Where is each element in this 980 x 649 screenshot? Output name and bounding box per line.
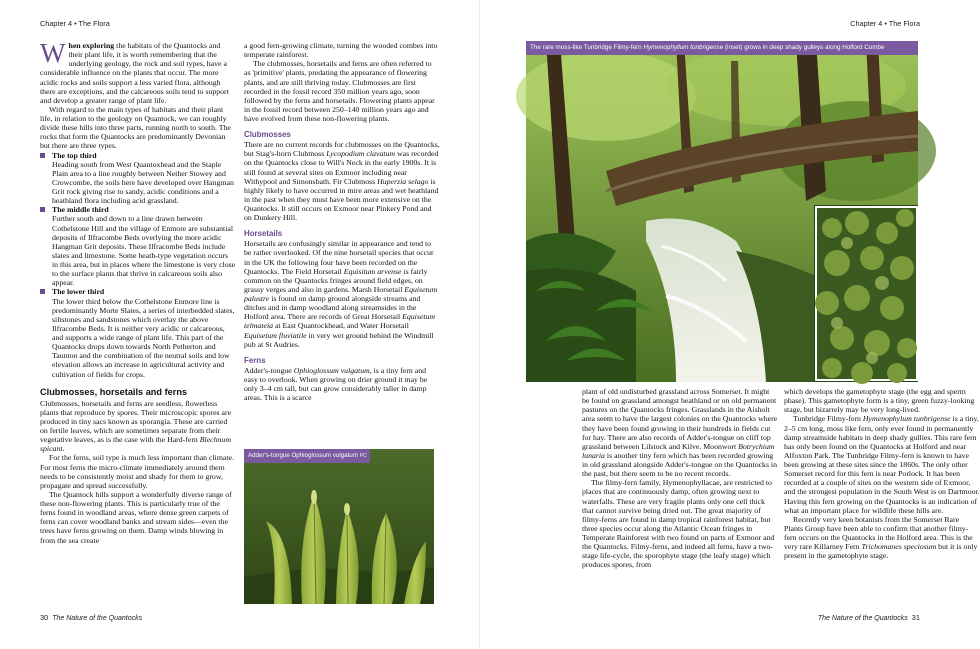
holford-combe-photo — [526, 41, 918, 382]
bullet-text: The lower third below the Cothelstone Enmore line is predominantly Morte Slates, a series of interbedded slates, siltstones and sandstones which overlay the above Ilfracombe Beds. It is neither very acidic or calcareous, and supports a wide range of plant life. This part of the Quantocks drops down towards North Petherton and Taunton and the combination of the neutral soils and low elevation allows an increase in agricultural activity and cultivation of fields for crops. — [52, 296, 235, 379]
species-name: Lycopodium clavatum — [326, 149, 396, 159]
diversity-paragraph: The Quantock hills support a wonderfully diverse range of these non-flowering plants. This is particularly true of the ferns found in woodland areas, where dense green carpets of ferns can cover woodland banks and stream sides—even the trees have ferns growing on them. Damp winds blowing in from the sea create — [40, 489, 232, 545]
species-name: Equisitum arvense — [343, 266, 402, 276]
species-name: Ophioglossum vulgatum — [293, 365, 370, 375]
text-span: There are no current records for clubmosses on the Quantocks, but Stag's-horn Clubmoss — [244, 140, 440, 159]
caption-common-name: Adder's-tongue Ophioglossum vulgatum — [248, 452, 358, 459]
text-span: is another tiny fern which has been recorded growing in old grassland alongside Adder's-tongue on the Quantocks in the past, but there seem to be no recent records. — [582, 450, 777, 479]
geology-paragraph: With regard to the main types of habitats and their plant life, in relation to the geology on Quantock, we can roughly divide these hills into three parts, running north to south. The rocks that form the Quantocks are predominantly Devonian but there are three types. — [40, 104, 231, 151]
text-span: Recently very keen botanists from the Somerset Rare Plants Group have been able to confirm that another filmy-fern occurs on the Quantocks in the Holford area. This is the very rare Killarney Fern — [784, 514, 973, 552]
text-span: at East Quantockhead, and Water Horsetail — [273, 321, 409, 331]
species-name: Equisetum telmateia — [244, 312, 436, 331]
left-column-2 — [244, 41, 440, 402]
left-page — [0, 0, 480, 649]
caption-text: (inset) grows in deep shady gulleys along Holford Combe — [723, 44, 885, 51]
right-page — [480, 0, 980, 649]
text-span: Adder's-tongue — [244, 365, 294, 375]
right-column-2 — [784, 387, 980, 560]
photo-caption-bar — [244, 449, 370, 463]
photo-credit: PC — [359, 453, 367, 459]
lead-in: hen exploring — [68, 41, 115, 50]
caption-text: The rare moss-like Tunbridge Filmy-fern — [530, 44, 644, 51]
bullet-text: Heading south from West Quantoxhead and the Staple Plain area to a line roughly between Nether Stowey and Crowcombe, the soils here have developed over Hangman Grit rock giving rise to sandy, acidic conditions and a heathland flora including acid grassland. — [52, 159, 234, 206]
section-heading: Clubmosses, horsetails and ferns — [40, 386, 188, 397]
species-name: Equisetum palustre — [244, 284, 438, 303]
text-span: Horsetails are confusingly similar in appearance and tend to be rather overlooked. Of the nine horsetail species that occur in the UK the following four have been recorded on the Quantocks. The Field Horsetail — [244, 239, 434, 276]
adders-tongue-photo — [244, 449, 434, 604]
running-head-left: Chapter 4 • The Flora — [40, 19, 110, 28]
left-column-1 — [40, 38, 236, 545]
adders-tongue-image — [244, 449, 434, 604]
bullet-square-icon — [40, 207, 45, 212]
text-span: , is a tiny fern and easy to overlook. When growing on drier ground it may be only 3–4 cm tall, but can grow considerably taller in damp areas. This is a scarce — [244, 365, 428, 403]
seedless-paragraph — [40, 399, 236, 454]
text-span: is highly likely to have occurred in mire areas and wet heathland in the past when they must have been more extensive on the Quantocks. It still occurs on Exmoor near Pinkery Pond and on Dunkery Hill. — [244, 176, 439, 223]
horsetails-heading: Horsetails — [244, 229, 283, 239]
rainforest-paragraph: a good fern-growing climate, turning the wooded combes into temperate rainforest. — [244, 41, 438, 60]
ferns-heading: Ferns — [244, 355, 266, 365]
folio-right — [818, 613, 920, 622]
bullet-top-third — [40, 151, 236, 206]
species-name: Trichomanes speciosum — [861, 542, 937, 552]
bullet-square-icon — [40, 153, 45, 158]
grassland-paragraph — [582, 387, 778, 478]
tunbridge-paragraph — [784, 414, 980, 514]
text-span: Clubmosses, horsetails and ferns are seedless, flowerless plants that reproduce by spores. Their microscopic spores are produced in tiny sacs known as sporangia. These are carried on fertile leaves, which are sometimes separate from their vegetative leaves, as is the case with the Hard-fern — [40, 398, 232, 445]
text-span: is fairly common on the Quantocks fringes around field edges, on grassy verges and also in gardens. Marsh Horsetail — [244, 266, 428, 294]
bullet-square-icon — [40, 289, 45, 294]
caption-species: Hymenophyllum tunbrigense — [643, 44, 724, 51]
intro-paragraph — [40, 38, 236, 105]
clubmosses-paragraph — [244, 140, 440, 222]
species-name: Botrychium lunaria — [582, 441, 775, 460]
species-name: Equisetum fluviatile — [244, 330, 307, 340]
text-span: is found on damp ground alongside streams and ditches and in damp woodland along streamsides in the Holford area. There are records of Great Horsetail — [244, 294, 421, 322]
text-span: Tunbridge Filmy-fern — [793, 414, 863, 424]
intro-text: the habitats of the Quantocks and their plant life, it is worth remembering that the underlying geology, the rock and soil types, have a considerable influence on the plants that occur. The more acidic rocks and soils support a less varied flora, although there are exceptions, and the calcareous soils tend to support and develop a greater range of plant life. — [40, 41, 229, 105]
book-title: The Nature of the Quantocks — [52, 615, 143, 622]
species-name: Hymenophylum tunbrigense — [862, 414, 951, 424]
page-number: 30 — [40, 613, 49, 622]
text-span: is a tiny, 2–5 cm long, moss like fern, only ever found in permanently damp streamside habitats in deep shady gullies. This rare fern has only been found on the Quantocks at Holford and near Alfoxton Park. The Tunbridge Filmy-fern is known to have been growing at these sites since the 1860s. The only other Somerset record for this fern is near Porlock. It has been recorded at a couple of sites on the western side of Exmoor, and the strongest population in the South West is on Dartmoor. Having this fern growing on the Quantocks is an indication of what an important place for wildlife these hills are. — [784, 414, 980, 515]
running-head-right: Chapter 4 • The Flora — [850, 19, 920, 28]
bullet-lower-third — [40, 287, 236, 378]
ferns-paragraph — [244, 366, 440, 403]
photo-caption-bar — [526, 41, 918, 55]
text-span: in very wet ground behind the Windmill pub at St Audries. — [244, 330, 434, 349]
species-name: Huperzia selago — [377, 176, 429, 186]
tunbridge-filmy-fern-inset — [815, 206, 918, 381]
species-name: Blechnum spicant — [40, 435, 231, 454]
clubmosses-heading: Clubmosses — [244, 130, 291, 140]
text-span: plant of old undisturbed grassland across Somerset. It might be found on grassland amongst heathland or on old permanent pastures on the Quantocks fringes. Grasslands in the Aisholt area seem to have the largest colonies on the Quantocks where they have been found growing in their hundreds in fields cut for hay. There are also records of Adder's-tongue on cliff top grassland between Lilstock and Kilve. Moonwort — [582, 387, 778, 451]
horsetails-paragraph — [244, 239, 440, 349]
bullet-text: Further south and down to a line drawn between Cothelstone Hill and the village of Enmore are substantial deposits of Ilfracombe Beds overlying the more acidic Hangman Grit deposits. These Ilfracombe Beds include slates and limestone. Some heath-type vegetation occurs in this area, but in places where the limestone is very close to the surface plants that thrive in calcareous soils also appear. — [52, 214, 236, 288]
page-number: 31 — [911, 613, 920, 622]
bullet-middle-third — [40, 205, 236, 287]
text-span: . — [62, 444, 65, 454]
filmy-fern-family-paragraph: The filmy-fern family, Hymenophyllacae, are restricted to places that are continuously damp, often growing next to waterfalls. These are very fragile plants only one cell thick that cannot survive being dried out. The great majority of filmy-ferns are found in damp tropical rainforest habitat, but three species occur along the Atlantic Ocean fringes in Temperate Rainforest with two found on parts of Exmoor and the Quantocks. Filmy-ferns, and indeed all ferns, have a two-stage life-cycle, the sporophyte stage (the leafy stage) which produces spores, from — [582, 478, 775, 570]
book-title: The Nature of the Quantocks — [817, 615, 908, 622]
bullet-heading: The top third — [52, 150, 97, 160]
drop-cap: W — [40, 38, 66, 68]
climate-paragraph: For the ferns, soil type is much less important than climate. For most ferns the micro-climate immediately around them needs to be consistently moist and shady for them to grow, propagate and spread successfully. — [40, 453, 234, 490]
gametophyte-paragraph: which develops the gametophyte stage (the egg and sperm phase). This gametophyte form is a tiny, green fuzzy-looking stage, but bizarrely may be very long-lived. — [784, 387, 975, 415]
text-span: was recorded on the Quantocks close to Will's Neck in the early 1900s. It is still found at several sites on Exmoor including near Withypool and Simonsbath. Fir Clubmoss — [244, 149, 439, 186]
folio-left — [40, 613, 142, 622]
text-span: but it is only present in the gametophyte stage. — [784, 542, 978, 561]
bullet-heading: The lower third — [52, 287, 105, 297]
bullet-heading: The middle third — [52, 205, 109, 215]
killarney-paragraph — [784, 515, 980, 561]
right-column-1 — [582, 387, 778, 570]
primitive-plants-paragraph: The clubmosses, horsetails and ferns are often referred to as 'primitive' plants, predating the appearance of flowering plants, and are still thriving today. Clubmosses are first recorded in the fossil record 350 million years ago, soon followed by the ferns and horsetails. Flowering plants appear in the fossil record between 250–140 million years ago and have evolved from these non-flowering plants. — [244, 59, 435, 123]
